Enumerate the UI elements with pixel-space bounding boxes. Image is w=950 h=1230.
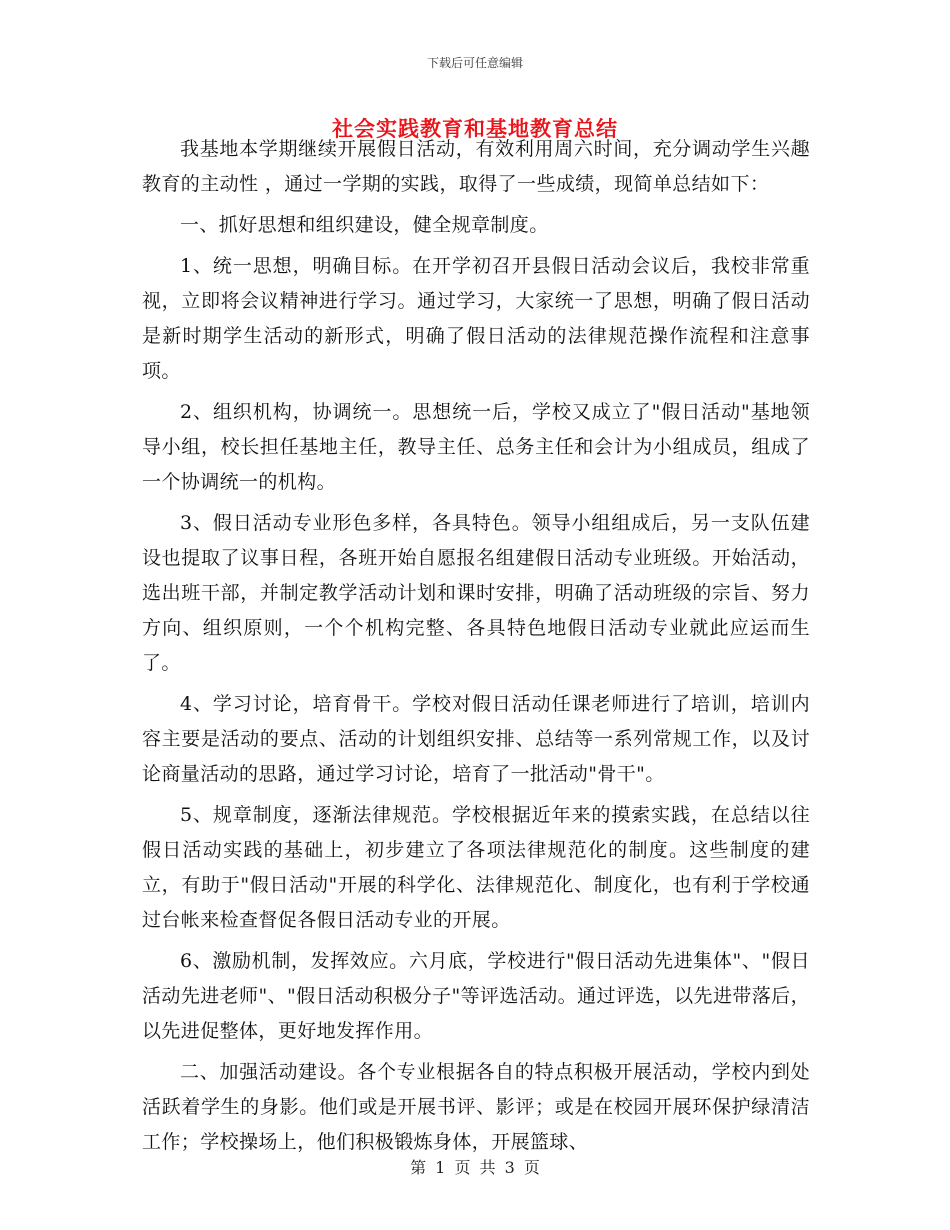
paragraph-intro: 我基地本学期继续开展假日活动，有效利用周六时间，充分调动学生兴趣教育的主动性 ，通过一学期的实践，取得了一些成绩，现简单总结如下： [142, 138, 810, 195]
page-number: 第 1 页 共 3 页 [410, 1158, 540, 1177]
paragraph-item-3: 3、假日活动专业形色多样，各具特色。领导小组组成后，另一支队伍建设也提取了议事日程，各班开始自愿报名组建假日活动专业班级。开始活动，选出班干部，并制定教学活动计划和课时安排，明确了活动班级的宗旨、努力方向、组织原则，一个个机构完整、各具特色地假日活动专业就此应运而生了。 [142, 512, 810, 674]
page-header-note: 下载后可任意编辑 [426, 56, 523, 70]
paragraph-item-6: 6、激励机制，发挥效应。六月底，学校进行"假日活动先进集体"、"假日活动先进老师"、"假日活动积极分子"等评选活动。通过评选，以先进带落后，以先进促整体，更好地发挥作用。 [142, 950, 810, 1042]
document-title: 社会实践教育和基地教育总结 [332, 116, 618, 141]
document-body [142, 132, 810, 1166]
paragraph-item-1: 1、统一思想，明确目标。在开学初召开县假日活动会议后，我校非常重视，立即将会议精神进行学习。通过学习，大家统一了思想，明确了假日活动是新时期学生活动的新形式，明确了假日活动的法律规范操作流程和注意事项。 [142, 255, 810, 382]
paragraph-item-5: 5、规章制度，逐渐法律规范。学校根据近年来的摸索实践，在总结以往假日活动实践的基础上，初步建立了各项法律规范化的制度。这些制度的建立，有助于"假日活动"开展的科学化、法律规范化、制度化，也有利于学校通过台帐来检查督促各假日活动专业的开展。 [142, 804, 810, 931]
paragraph-item-2: 2、组织机构，协调统一。思想统一后，学校又成立了"假日活动"基地领导小组，校长担任基地主任，教导主任、总务主任和会计为小组成员，组成了一个协调统一的机构。 [142, 401, 810, 493]
paragraph-section-2: 二、加强活动建设。各个专业根据各自的特点积极开展活动，学校内到处活跃着学生的身影。他们或是开展书评、影评；或是在校园开展环保护绿清洁工作；学校操场上，他们积极锻炼身体，开展篮球、 [142, 1061, 810, 1153]
paragraph-item-4: 4、学习讨论，培育骨干。学校对假日活动任课老师进行了培训，培训内容主要是活动的要点、活动的计划组织安排、总结等一系列常规工作，以及讨论商量活动的思路，通过学习讨论，培育了一批活动"骨干"。 [142, 693, 810, 785]
paragraph-section-1-heading: 一、抓好思想和组织建设，健全规章制度。 [180, 214, 549, 236]
